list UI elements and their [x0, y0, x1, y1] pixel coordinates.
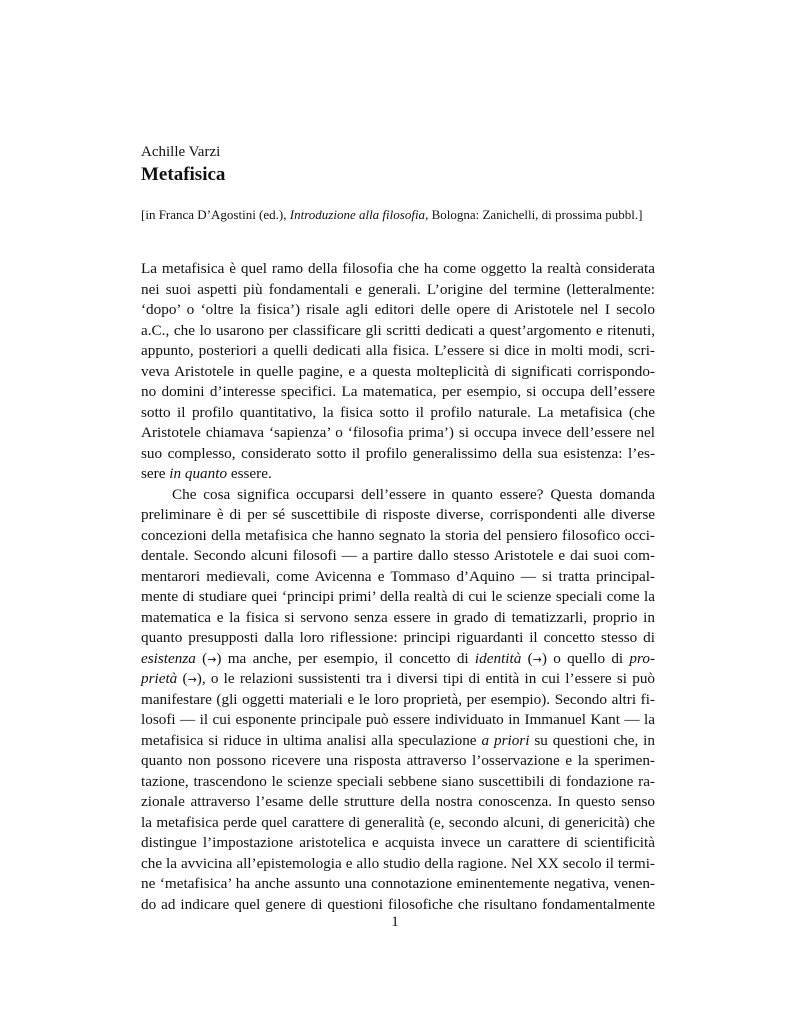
italic-text: pro-	[629, 649, 656, 667]
body-line	[141, 895, 655, 916]
body-line	[141, 341, 655, 362]
source-book-title: Introduzione alla filosofia	[289, 207, 426, 222]
text-segment: concezioni della metafisica che hanno segnato la storia del pensiero filosofico occi-	[141, 526, 655, 544]
text-segment: ne ‘metafisica’ ha anche assunto una connotazione eminentemente negativa, venen-	[141, 875, 655, 892]
body-line	[141, 731, 655, 752]
page-number: 1	[391, 914, 399, 930]
body-line	[141, 259, 655, 280]
body-line	[141, 567, 655, 588]
text-segment: distingue l’impostazione aristotelica e acquista invece un carattere di scientificità	[141, 834, 655, 851]
body-line	[141, 854, 655, 875]
text-segment: tazione, trascendono le scienze speciali sebbene siano suscettibili di fondazione ra-	[141, 772, 655, 790]
text-segment: (	[521, 649, 533, 667]
body-line	[141, 300, 655, 321]
text-segment: preliminare è di per sé suscettibile di risposte diverse, corrispondenti alle diverse	[141, 506, 655, 523]
italic-text: a priori	[481, 731, 530, 749]
body-line	[141, 710, 655, 731]
italic-text: identità	[474, 649, 522, 667]
text-segment: quanto presupposti dalla loro riflessione: principi riguardanti il concetto stesso di	[141, 629, 655, 646]
cross-reference-arrow-icon: →	[532, 652, 542, 666]
text-segment: su questioni che, in	[529, 731, 655, 749]
text-segment: quanto non possono ricevere una risposta attraverso l’osservazione e la sperimen-	[141, 752, 655, 769]
source-citation	[141, 207, 642, 223]
body-line	[141, 772, 655, 793]
document-title: Metafisica	[141, 164, 226, 185]
text-segment: do ad indicare quel genere di questioni filosofiche che risultano fondamentalmente	[141, 895, 655, 913]
body-line	[141, 669, 655, 690]
body-line	[141, 628, 655, 649]
body-text	[141, 259, 655, 915]
text-segment: la metafisica perde quel carattere di generalità (e, secondo alcuni, di genericità) che	[141, 813, 655, 831]
text-segment: che la avvicina all’epistemologia e allo studio della ragione. Nel XX secolo il termi-	[141, 854, 655, 872]
text-segment: mentarori medievali, come Avicenna e Tommaso d’Aquino — si tratta principal-	[141, 567, 655, 585]
text-segment: nei suoi aspetti più fondamentali e generali. L’origine del termine (letteralmente:	[141, 280, 655, 298]
body-line	[141, 321, 655, 342]
text-segment: ) o quello di	[541, 649, 630, 667]
body-line	[141, 608, 655, 629]
body-line	[141, 362, 655, 383]
text-segment: losofi — il cui esponente principale può essere individuato in Immanuel Kant — la	[141, 711, 655, 728]
body-line	[141, 403, 655, 424]
body-line	[141, 382, 655, 403]
body-line	[141, 485, 655, 506]
body-line	[141, 649, 655, 670]
text-segment: veva Aristotele in quelle pagine, e a questa molteplicità di significati corrispondo-	[141, 362, 655, 380]
body-line	[141, 690, 655, 711]
body-line	[141, 423, 655, 444]
body-line	[141, 833, 655, 854]
cross-reference-arrow-icon: →	[187, 673, 197, 686]
body-line	[141, 444, 655, 465]
body-line	[141, 526, 655, 547]
author-name: Achille Varzi	[141, 144, 221, 160]
text-segment: mente di studiare quei ‘principi primi’ della realtà di cui le scienze speciali come la	[141, 588, 655, 605]
text-segment: a.C., che lo usarono per classificare gli scritti dedicati a quest’argomento e ritenuti,	[141, 321, 655, 339]
body-line	[141, 587, 655, 608]
text-segment: Che cosa significa occuparsi dell’essere in quanto essere? Questa domanda	[172, 485, 655, 503]
body-line	[141, 546, 655, 567]
body-line	[141, 505, 655, 526]
text-segment: metafisica si riduce in ultima analisi alla speculazione	[141, 731, 482, 749]
body-line	[141, 792, 655, 813]
text-segment: manifestare (gli oggetti materiali e le loro proprietà, per esempio). Secondo altri fi-	[141, 690, 655, 708]
body-line	[141, 813, 655, 834]
text-segment: (	[195, 649, 208, 667]
body-line	[141, 280, 655, 301]
italic-text: in quanto	[169, 465, 228, 482]
text-segment: La metafisica è quel ramo della filosofia che ha come oggetto la realtà considerata	[141, 260, 655, 277]
cross-reference-arrow-icon: →	[207, 652, 217, 666]
italic-text: prietà	[141, 670, 178, 687]
text-segment: ), o le relazioni sussistenti tra i diversi tipi di entità in cui l’essere si può	[196, 670, 656, 687]
text-segment: (	[177, 670, 188, 687]
text-segment: ) ma anche, per esempio, il concetto di	[216, 649, 475, 667]
text-segment: matematica e la fisica si servono senza essere in grado di tematizzarli, proprio in	[141, 608, 655, 626]
text-segment: dentale. Secondo alcuni filosofi — a partire dallo stesso Aristotele e dai suoi com-	[141, 547, 655, 564]
text-segment: sotto il profilo quantitativo, la fisica sotto il profilo naturale. La metafisica (che	[141, 403, 655, 421]
italic-text: esistenza	[141, 649, 196, 667]
text-segment: Aristotele chiamava ‘sapienza’ o ‘filosofia prima’) si occupa invece dell’essere nel	[141, 424, 655, 441]
text-segment: no domini d’interesse specifici. La matematica, per esempio, si occupa dell’essere	[141, 383, 655, 400]
text-segment: suo complesso, considerato sotto il profilo generalissimo della sua esistenza: l’es-	[141, 444, 655, 462]
body-line	[141, 751, 655, 772]
text-segment: appunto, posteriori a quelli dedicati alla fisica. L’essere si dice in molti modi, scri-	[141, 342, 655, 359]
text-segment: ‘dopo’ o ‘oltre la fisica’) risale agli editori delle opere di Aristotele nel I secolo	[141, 301, 655, 318]
text-segment: sere	[141, 465, 170, 482]
text-segment: zionale attraverso l’esame delle strutture della nostra conoscenza. In questo senso	[141, 793, 655, 810]
source-suffix: , Bologna: Zanichelli, di prossima pubbl.]	[425, 207, 643, 222]
body-line	[141, 464, 655, 485]
body-line	[141, 874, 655, 895]
text-segment: essere.	[227, 465, 272, 482]
source-prefix: [in Franca D’Agostini (ed.),	[141, 207, 290, 222]
